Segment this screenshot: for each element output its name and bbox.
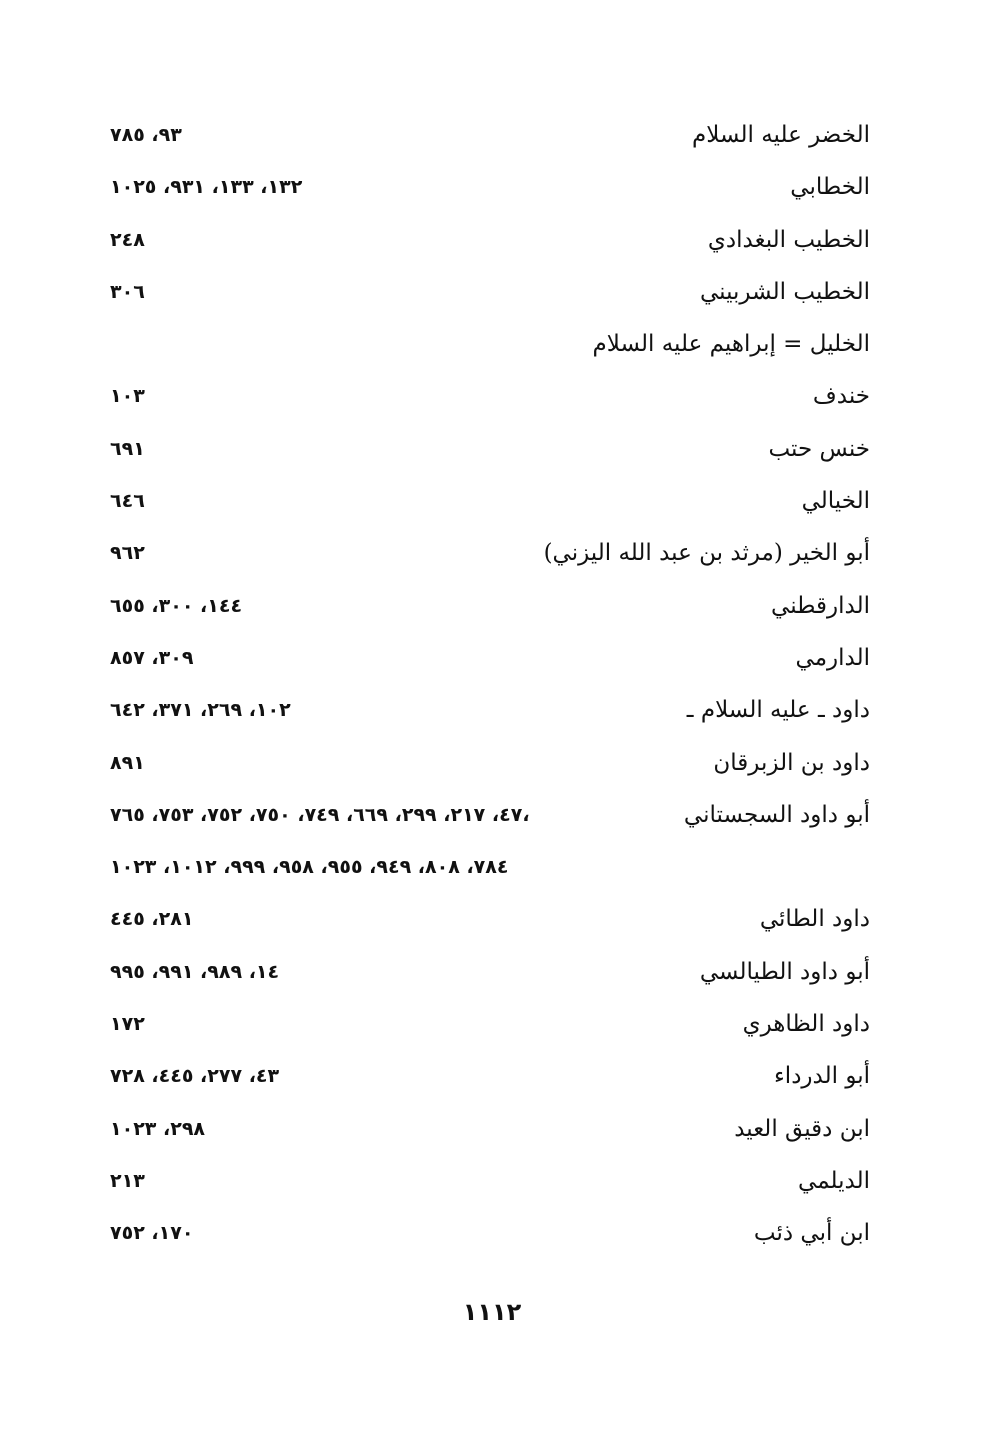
entry-pages: ٦٩١ bbox=[110, 437, 145, 460]
index-entry bbox=[110, 1208, 870, 1260]
index-entry bbox=[110, 162, 870, 214]
entry-name: الخيالي bbox=[801, 488, 870, 515]
entry-name: داود ـ عليه السلام ـ bbox=[686, 697, 870, 724]
index-entry bbox=[110, 319, 870, 371]
entry-name: أبو داود الطيالسي bbox=[699, 958, 870, 985]
entry-name: ابن أبي ذئب bbox=[753, 1220, 870, 1247]
entry-pages: ٢٤٨ bbox=[110, 228, 145, 251]
index-entries bbox=[110, 110, 870, 1261]
index-entry bbox=[110, 476, 870, 528]
entry-name: الدارمي bbox=[795, 644, 870, 671]
entry-pages: ٨٩١ bbox=[110, 751, 145, 774]
index-entry bbox=[110, 947, 870, 999]
entry-pages: ٣٠٦ bbox=[110, 280, 145, 303]
index-entry-continuation bbox=[110, 842, 870, 894]
entry-name: أبو داود السجستاني bbox=[683, 801, 870, 828]
entry-pages: ١٧٢ bbox=[110, 1013, 145, 1036]
index-entry bbox=[110, 581, 870, 633]
entry-name: ابن دقيق العيد bbox=[734, 1115, 870, 1142]
entry-pages: ٢٨١، ٤٤٥ bbox=[110, 908, 194, 931]
entry-pages: ٢١٣ bbox=[110, 1169, 145, 1192]
entry-pages: ٤٣، ٢٧٧، ٤٤٥، ٧٢٨ bbox=[110, 1065, 280, 1088]
entry-name: داود بن الزبرقان bbox=[713, 749, 870, 776]
entry-pages: ٤٧، ٢١٧، ٢٩٩، ٦٦٩، ٧٤٩، ٧٥٠، ٧٥٢، ٧٥٣، ٧٦٥، bbox=[110, 803, 530, 826]
entry-name: الخضر عليه السلام bbox=[692, 122, 870, 148]
entry-pages: ١٤٤، ٣٠٠، ٦٥٥ bbox=[110, 594, 243, 617]
index-entry bbox=[110, 371, 870, 423]
index-entry bbox=[110, 685, 870, 737]
entry-name: الخطابي bbox=[790, 174, 870, 201]
index-entry bbox=[110, 1051, 870, 1103]
entry-name: الديلمي bbox=[798, 1167, 870, 1194]
entry-pages: ٢٩٨، ١٠٢٣ bbox=[110, 1117, 206, 1140]
index-entry bbox=[110, 528, 870, 580]
entry-pages: ٧٨٤، ٨٠٨، ٩٤٩، ٩٥٥، ٩٥٨، ٩٩٩، ١٠١٢، ١٠٢٣ bbox=[110, 856, 509, 879]
index-entry bbox=[110, 110, 870, 162]
entry-name: الخطيب البغدادي bbox=[707, 226, 870, 253]
entry-name: أبو الخير (مرثد بن عبد الله اليزني) bbox=[543, 540, 870, 567]
entry-name: أبو الدرداء bbox=[773, 1063, 870, 1090]
entry-pages: ١٠٢، ٢٦٩، ٣٧١، ٦٤٢ bbox=[110, 699, 291, 722]
entry-name: خندف bbox=[812, 383, 870, 410]
entry-pages: ٦٤٦ bbox=[110, 490, 145, 513]
entry-name: الخليل = إبراهيم عليه السلام bbox=[592, 331, 870, 358]
entry-pages: ١٤، ٩٨٩، ٩٩١، ٩٩٥ bbox=[110, 960, 280, 983]
entry-name: الدارقطني bbox=[771, 592, 870, 619]
index-entry bbox=[110, 424, 870, 476]
page-number: ١١١٢ bbox=[462, 1298, 522, 1326]
entry-pages: ١٧٠، ٧٥٢ bbox=[110, 1222, 194, 1245]
index-entry bbox=[110, 999, 870, 1051]
entry-pages: ١٣٢، ١٣٣، ٩٣١، ١٠٢٥ bbox=[110, 176, 303, 199]
index-entry bbox=[110, 267, 870, 319]
entry-pages: ٩٦٢ bbox=[110, 542, 145, 565]
entry-name: خنس حتب bbox=[768, 435, 870, 462]
entry-pages: ٩٣، ٧٨٥ bbox=[110, 124, 182, 146]
index-entry bbox=[110, 738, 870, 790]
entry-pages: ١٠٣ bbox=[110, 385, 145, 408]
entry-name: داود الظاهري bbox=[742, 1011, 870, 1038]
index-entry bbox=[110, 1104, 870, 1156]
index-entry bbox=[110, 215, 870, 267]
entry-name: الخطيب الشربيني bbox=[699, 278, 870, 305]
entry-pages: ٣٠٩، ٨٥٧ bbox=[110, 646, 194, 669]
entry-name: داود الطائي bbox=[759, 906, 870, 933]
index-entry bbox=[110, 633, 870, 685]
index-entry bbox=[110, 790, 870, 842]
index-entry bbox=[110, 1156, 870, 1208]
index-entry bbox=[110, 894, 870, 946]
